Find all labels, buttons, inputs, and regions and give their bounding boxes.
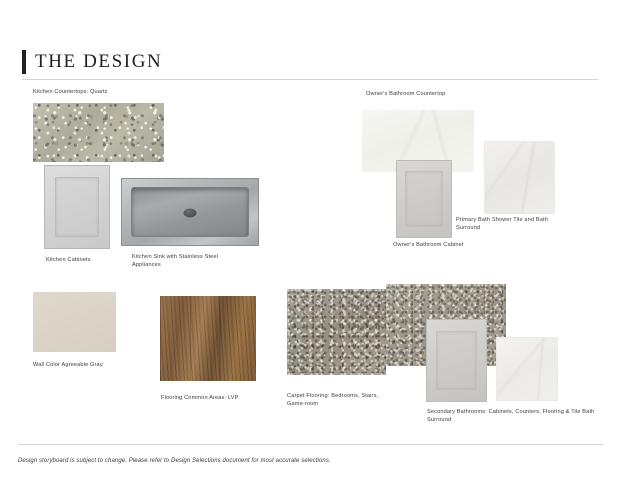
caption-primary-bath-shower-tile: Primary Bath Shower Tile and Bath Surround xyxy=(456,217,549,232)
caption-kitchen-sink: Kitchen Sink with Stainless Steel Appliances xyxy=(132,254,219,269)
title-accent-bar xyxy=(22,50,26,74)
caption-carpet-flooring: Carpet Flooring: Bedrooms, Stairs, Game-room xyxy=(287,393,379,408)
swatch-kitchen-sink xyxy=(121,178,259,246)
swatch-carpet-flooring xyxy=(287,289,386,375)
caption-flooring-common-areas: Flooring Common Areas: LVP xyxy=(161,395,239,401)
swatch-flooring-common-areas xyxy=(160,296,256,381)
caption-owners-bathroom-cabinet: Owner's Bathroom Cabinet xyxy=(393,242,464,248)
swatch-owners-bathroom-cabinet xyxy=(396,160,452,238)
swatch-kitchen-countertops xyxy=(33,103,164,162)
swatch-secondary-bath-cabinet xyxy=(426,319,487,402)
caption-kitchen-cabinets: Kitchen Cabinets xyxy=(46,257,91,263)
swatch-secondary-bath-tile xyxy=(496,337,558,401)
caption-owners-bathroom-countertop: Owner's Bathroom Countertop xyxy=(366,91,446,97)
cabinet-panel-inset xyxy=(55,177,99,236)
footer-divider xyxy=(18,444,603,445)
caption-secondary-bathrooms: Secondary Bathrooms: Cabinets, Counters, Flooring & Tile Bath Surround xyxy=(427,409,595,424)
swatch-primary-bath-shower-tile xyxy=(484,141,555,214)
sink-drain-icon xyxy=(183,207,198,218)
page-title-text: THE DESIGN xyxy=(35,51,163,72)
cabinet-panel-inset xyxy=(405,171,443,226)
footer-note: Design storyboard is subject to change. Please refer to Design Selections document for most accurate selections. xyxy=(18,458,331,464)
sink-basin xyxy=(131,187,249,237)
caption-kitchen-countertops: Kitchen Countertops: Quartz xyxy=(33,89,108,95)
cabinet-panel-inset xyxy=(436,331,477,390)
title-divider xyxy=(22,79,598,80)
page-title xyxy=(22,50,162,74)
swatch-wall-color xyxy=(33,292,116,352)
caption-wall-color: Wall Color Agreeable Gray xyxy=(33,362,103,368)
swatch-kitchen-cabinets xyxy=(44,165,110,249)
